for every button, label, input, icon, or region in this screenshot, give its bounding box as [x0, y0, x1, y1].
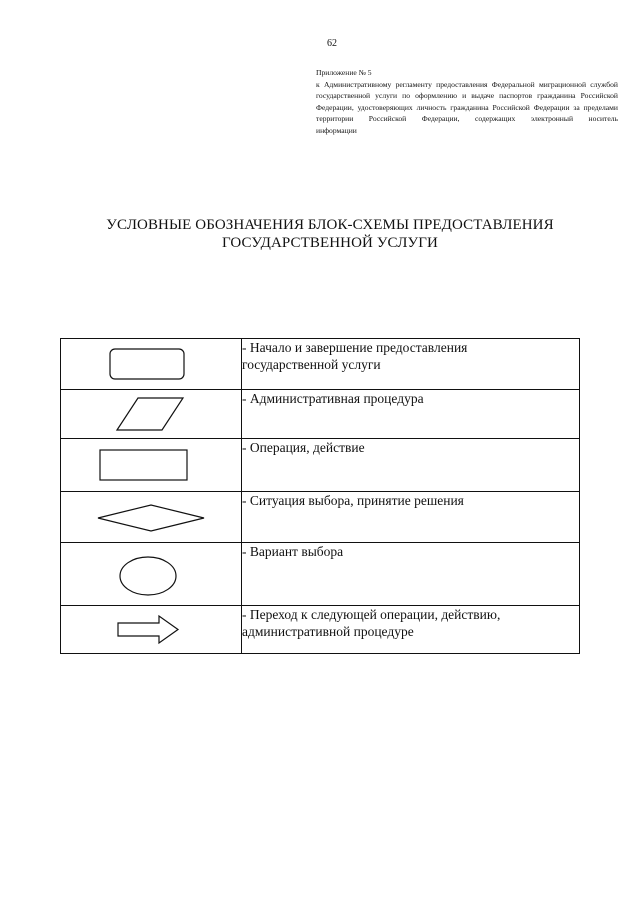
- legend-row-operation: [61, 439, 580, 492]
- legend-text-line-1: - Операция, действие: [242, 440, 365, 455]
- legend-text-line-1: - Переход к следующей операции, действию,: [242, 607, 501, 622]
- legend-text-line-1: - Административная процедура: [242, 391, 424, 406]
- page-title: [60, 216, 600, 252]
- symbol-cell: [61, 339, 242, 390]
- legend-text: [242, 492, 580, 543]
- arrow-right-icon: [61, 606, 241, 653]
- symbol-cell: [61, 390, 242, 439]
- ellipse-icon: [61, 543, 241, 605]
- legend-row-choice-option: [61, 543, 580, 606]
- page-title-line-2: ГОСУДАРСТВЕННОЙ УСЛУГИ: [222, 235, 438, 251]
- legend-text: [242, 606, 580, 654]
- legend-row-start-end: [61, 339, 580, 390]
- legend-text-line-1: - Начало и завершение предоставления: [242, 340, 468, 355]
- legend-row-decision: [61, 492, 580, 543]
- symbol-cell: [61, 439, 242, 492]
- legend-text: [242, 439, 580, 492]
- appendix-note: [316, 67, 618, 137]
- parallelogram-icon: [61, 390, 241, 438]
- rectangle-icon: [61, 439, 241, 491]
- appendix-last-line: информации: [316, 125, 357, 135]
- legend-text-line-1: - Ситуация выбора, принятие решения: [242, 493, 464, 508]
- symbol-cell: [61, 606, 242, 654]
- legend-text: [242, 339, 580, 390]
- rounded-rectangle-icon: [61, 339, 241, 389]
- legend-text-line-2: государственной услуги: [242, 357, 381, 372]
- appendix-title: Приложение № 5: [316, 68, 372, 77]
- legend-text-line-2: административной процедуре: [242, 624, 414, 639]
- page-title-line-1: УСЛОВНЫЕ ОБОЗНАЧЕНИЯ БЛОК-СХЕМЫ ПРЕДОСТАВЛЕНИЯ: [106, 217, 554, 233]
- legend-row-admin-procedure: [61, 390, 580, 439]
- appendix-text: к Административному регламенту предоставления Федеральной миграционной службой государственной услуги по оформлению и выдаче паспортов гражданина Российской Федерации, удостоверяющих личность гражданина Российской Федерации за пределами территории Российской Федерации, содержащих электронный носитель: [316, 79, 618, 124]
- symbol-cell: [61, 543, 242, 606]
- legend-table: [60, 338, 580, 654]
- legend-text-line-1: - Вариант выбора: [242, 544, 344, 559]
- legend-text: [242, 390, 580, 439]
- diamond-icon: [61, 492, 241, 542]
- symbol-cell: [61, 492, 242, 543]
- legend-row-transition: [61, 606, 580, 654]
- page-number: 62: [327, 38, 337, 49]
- legend-text: [242, 543, 580, 606]
